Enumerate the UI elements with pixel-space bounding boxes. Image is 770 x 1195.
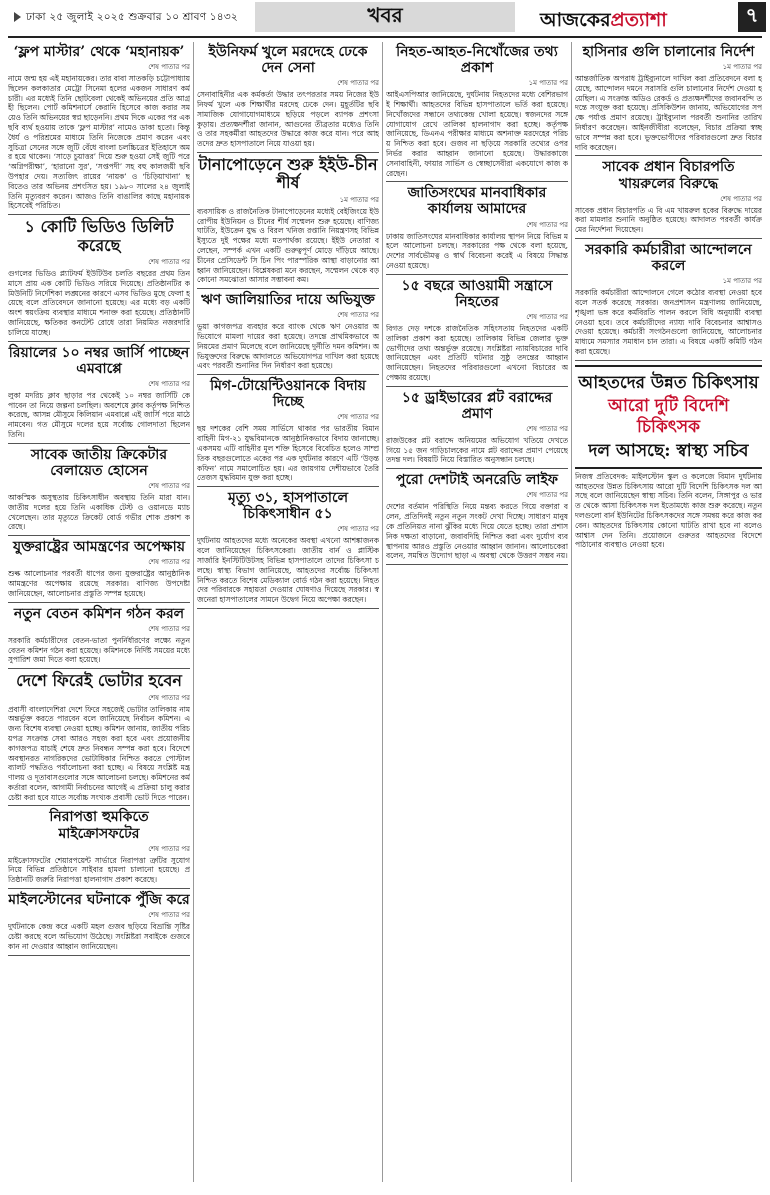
story-divider bbox=[8, 535, 190, 536]
boxed-headline-line: আহতদের উন্নত চিকিৎসায় bbox=[578, 372, 759, 393]
column-1 bbox=[8, 42, 190, 1182]
boxed-story-body: নিজস্ব প্রতিবেদক: মাইলস্টোন স্কুল ও কলেজে বিমান দুর্ঘটনায় আহতদের উন্নত চিকিৎসায় আরো দুটি বিদেশি চিকিৎসক দল আসছে বলে জানিয়েছেন স্বাস্থ্য সচিব। তিনি বলেন, সিঙ্গাপুর ও ভারত থেকে আসা চিকিৎসক দল ইতোমধ্যে কাজ শুরু করেছে। নতুন দলগুলো বার্ন ইউনিটের চিকিৎসকদের সঙ্গে সমন্বয় করে কাজ করবেন। আহতদের চিকিৎসায় কোনো ঘাটতি রাখা হবে না বলেও আশ্বাস দেন তিনি। প্রয়োজনে গুরুতর আহতদের বিদেশে পাঠানোর ব্যবস্থাও নেওয়া হবে। bbox=[575, 471, 762, 550]
continuation-note: শেষ পাতার পর bbox=[148, 379, 190, 388]
story-body: আন্তর্জাতিক অপরাধ ট্রাইব্যুনালে দাখিল করা প্রতিবেদনে বলা হয়েছে, আন্দোলন দমনে সরাসরি গুলি চালানোর নির্দেশ দেওয়া হয়েছিল। এ সংক্রান্ত অডিও রেকর্ড ও প্রত্যক্ষদর্শীদের জবানবন্দি তদন্তে সংযুক্ত করা হয়েছে। প্রসিকিউশন জানায়, অভিযোগের সপক্ষে পর্যাপ্ত প্রমাণ রয়েছে। ট্রাইব্যুনাল পরবর্তী শুনানির তারিখ নির্ধারণ করেছেন। আইনজীবীরা বলেছেন, বিচার প্রক্রিয়া স্বচ্ছভাবে সম্পন্ন করা হবে। ভুক্তভোগীদের পরিবারগুলো দ্রুত বিচার দাবি করেছেন। bbox=[575, 74, 762, 152]
continuation-note: শেষ পাতার পর bbox=[526, 424, 568, 433]
section-banner bbox=[255, 2, 515, 32]
story-headline: মৃত্যু ৩১, হাসপাতালে চিকিৎসাধীন ৫১ bbox=[228, 490, 348, 523]
story-headline: হাসিনার গুলি চালানোর নির্দেশ bbox=[582, 44, 755, 60]
story-divider bbox=[386, 181, 568, 182]
masthead bbox=[0, 0, 770, 36]
story-headline: নিহত-আহত-নিখোঁজের তথ্য প্রকাশ bbox=[396, 44, 558, 77]
story-headline: ‘ফ্লপ মাস্টার’ থেকে ‘মহানায়ক’ bbox=[13, 44, 185, 60]
story-body: বিগত দেড় দশকে রাজনৈতিক সহিংসতায় নিহতদের একটি তালিকা প্রকাশ করা হয়েছে। তালিকায় বিভিন্ন জেলার ভুক্তভোগীদের তথ্য অন্তর্ভুক্ত রয়েছে। সংশ্লিষ্টরা ন্যায়বিচারের দাবি জানিয়েছেন এবং প্রতিটি ঘটনার সুষ্ঠু তদন্তের আহ্বান জানিয়েছেন। নিহতদের পরিবারগুলো এখনো বিচারের অপেক্ষায় রয়েছে। bbox=[386, 323, 568, 382]
story-headline: ১৫ ড্রাইভারের প্লট বরাদ্দের প্রমাণ bbox=[401, 389, 553, 422]
date-text: ঢাকা ২৫ জুলাই ২০২৫ শুক্রবার ১০ শ্রাবণ ১৪৩২ bbox=[26, 11, 238, 23]
continuation-note: শেষ পাতার পর bbox=[526, 220, 568, 229]
story-body: নামে জন্ম হয় এই মহানায়কের। তার বাবা সাতকড়ি চট্টোপাধ্যায় ছিলেন কলকাতার মেট্রো সিনেমা হলের একজন সাধারণ কর্মচারী। এর মধ্যেই তিনি ছোটবেলা থেকেই অভিনয়ের প্রতি আগ্রহী ছিলেন। পোর্ট কমিশনার্সে কেরানি হিসেবে কাজ করার সময়েও তিনি অভিনয়ের স্বপ্ন ছাড়েননি। প্রথম দিকে একের পর এক ছবি ব্যর্থ হওয়ায় তাকে ‘ফ্লপ মাস্টার’ নামেও ডাকা হতো। কিন্তু ধৈর্য ও পরিশ্রমের মাধ্যমে তিনি নিজেকে প্রমাণ করেন এবং সুচিত্রা সেনের সঙ্গে জুটি বেঁধে বাংলা চলচ্চিত্রের ইতিহাসে অমর হয়ে থাকেন। ‘সাড়ে চুয়াত্তর’ দিয়ে শুরু হওয়া সেই জুটি পরে ‘অগ্নিপরীক্ষা’, ‘হারানো সুর’, ‘সপ্তপদী’ সহ বহু কালজয়ী ছবি উপহার দেয়। সত্যজিৎ রায়ের ‘নায়ক’ ও ‘চিড়িয়াখানা’ ছবিতেও তার অভিনয় প্রশংসিত হয়। ১৯৮০ সালের ২৪ জুলাই তিনি মৃত্যুবরণ করেন। আজও তিনি বাঙালির কাছে মহানায়ক হিসেবেই পরিচিত। bbox=[8, 74, 190, 211]
story-headline: মাইলস্টোনের ঘটনাকে পুঁজি করে bbox=[8, 892, 190, 909]
story-headline: রিয়ালের ১০ নম্বর জার্সি পাচ্ছেন এমবাপ্পে bbox=[8, 344, 190, 377]
story-divider bbox=[386, 274, 568, 275]
continuation-note: শেষ পাতার পর bbox=[148, 624, 190, 633]
continuation-note: শেষ পাতার পর bbox=[337, 413, 379, 422]
story-divider bbox=[8, 955, 190, 956]
column-divider bbox=[193, 42, 194, 1182]
story-headline: ১ কোটি ভিডিও ডিলিট করেছে bbox=[24, 217, 174, 255]
story-body: শুল্ক আলোচনার পরবর্তী ধাপের জন্য যুক্তরাষ্ট্রের আনুষ্ঠানিক আমন্ত্রণের অপেক্ষায় রয়েছে সরকার। বাণিজ্য উপদেষ্টা জানিয়েছেন, আলোচনার প্রস্তুতি সম্পন্ন হয়েছে। bbox=[8, 569, 190, 598]
story-body: প্রবাসী বাংলাদেশিরা দেশে ফিরে সহজেই ভোটার তালিকায় নাম অন্তর্ভুক্ত করতে পারবেন বলে জানিয়েছে নির্বাচন কমিশন। এ জন্য বিশেষ ব্যবস্থা নেওয়া হচ্ছে। কমিশন জানায়, জাতীয় পরিচয়পত্র সংক্রান্ত সেবা আরও সহজ করা হবে এবং প্রয়োজনীয় কাগজপত্র যাচাই শেষে দ্রুত নিবন্ধন সম্পন্ন করা হবে। বিদেশে অবস্থানরত নাগরিকদের ভোটাধিকার নিশ্চিত করতে পোস্টাল ব্যালট পদ্ধতিও পর্যালোচনা করা হচ্ছে। এ বিষয়ে সংশ্লিষ্ট মন্ত্রণালয় ও দূতাবাসগুলোর সঙ্গে আলোচনা চলছে। কমিশনের কর্মকর্তারা বলেন, আগামী নির্বাচনের আগেই এ প্রক্রিয়া চালু করার চেষ্টা করা হবে যাতে সর্বোচ্চ সংখ্যক প্রবাসী ভোট দিতে পারেন। bbox=[8, 704, 190, 802]
continuation-note: শেষ পাতার পর bbox=[720, 194, 762, 203]
logo-prefix: আজকের bbox=[540, 9, 611, 31]
continuation-note: শেষ পাতার পর bbox=[148, 911, 190, 920]
story-divider bbox=[8, 668, 190, 669]
story-body: সেনাবাহিনীর এক কর্মকর্তা উদ্ধার তৎপরতার সময় নিজের ইউনিফর্ম খুলে এক শিক্ষার্থীর মরদেহ ঢেকে দেন। মুহূর্তটির ছবি সামাজিক যোগাযোগমাধ্যমে ছড়িয়ে পড়লে ব্যাপক প্রশংসা কুড়ায়। প্রত্যক্ষদর্শীরা জানান, আগুনের তীব্রতার মধ্যেও তিনি ও তার সহকর্মীরা আহতদের উদ্ধারে কাজ করে যান। পরে আহতদের দ্রুত হাসপাতালে নিয়ে যাওয়া হয়। bbox=[197, 90, 379, 149]
logo-accent: প্রত্যাশা bbox=[610, 9, 667, 31]
story-body: দেশের বর্তমান পরিস্থিতি নিয়ে মন্তব্য করতে গিয়ে বক্তারা বলেন, প্রতিদিনই নতুন নতুন সংকট দেখা দিচ্ছে। সাধারণ মানুষকে প্রতিনিয়ত নানা ঝুঁকির মধ্যে দিয়ে যেতে হচ্ছে। তারা প্রশাসনিক দক্ষতা বাড়ানো, জবাবদিহি নিশ্চিত করা এবং দুর্যোগ ব্যবস্থাপনায় আরও প্রস্তুতি নেওয়ার আহ্বান জানান। আলোচকেরা বলেন, সমন্বিত উদ্যোগ ছাড়া এ অবস্থা থেকে উত্তরণ সম্ভব নয়। bbox=[386, 502, 568, 561]
continuation-note: ১ম পাতার পর bbox=[339, 195, 379, 204]
story-divider bbox=[197, 608, 379, 609]
continuation-note: শেষ পাতার পর bbox=[148, 844, 190, 853]
newspaper-logo bbox=[540, 6, 667, 38]
continuation-note: ১ম পাতার পর bbox=[722, 277, 762, 286]
story-body: রাজউকের প্লট বরাদ্দে অনিয়মের অভিযোগ খতিয়ে দেখতে গিয়ে ১৫ জন গাড়িচালকের নামে প্লট বরাদ্দের প্রমাণ পেয়েছে তদন্ত দল। বিষয়টি নিয়ে বিস্তারিত অনুসন্ধান চলছে। bbox=[386, 435, 568, 465]
boxed-headline bbox=[575, 365, 762, 469]
story-body: ঢাকায় জাতিসংঘের মানবাধিকার কার্যালয় স্থাপন নিয়ে বিভিন্ন মহলে আলোচনা চলছে। সরকারের পক্ষ থেকে বলা হয়েছে, দেশের সার্বভৌমত্ব ও স্বার্থ বিবেচনা করেই এ বিষয়ে সিদ্ধান্ত নেওয়া হয়েছে। bbox=[386, 231, 568, 270]
continuation-note: শেষ পাতার পর bbox=[148, 693, 190, 702]
story-body: দুর্ঘটনাকে কেন্দ্র করে একটি মহল গুজব ছড়িয়ে বিভ্রান্তি সৃষ্টির চেষ্টা করছে বলে অভিযোগ উঠেছে। সংশ্লিষ্টরা সবাইকে গুজবে কান না দেওয়ার আহ্বান জানিয়েছেন। bbox=[8, 922, 190, 951]
continuation-note: শেষ পাতার পর bbox=[337, 525, 379, 534]
page-number: ৭ bbox=[738, 2, 766, 32]
continuation-note: ১ম পাতার পর bbox=[528, 79, 568, 88]
story-body: সরকারি কর্মচারীদের বেতন-ভাতা পুনর্নির্ধারণের লক্ষ্যে নতুন বেতন কমিশন গঠন করা হয়েছে। কমিশনকে নির্দিষ্ট সময়ের মধ্যে সুপারিশ জমা দিতে বলা হয়েছে। bbox=[8, 635, 190, 665]
story-divider bbox=[197, 486, 379, 487]
story-headline: সাবেক জাতীয় ক্রিকেটার বেলায়েত হোসেন bbox=[30, 446, 168, 479]
story-body: গুগলের ভিডিও প্ল্যাটফর্ম ইউটিউব চলতি বছরের প্রথম তিন মাসে প্রায় এক কোটি ভিডিও সরিয়ে দিয়েছে। প্রতিষ্ঠানটির কমিউনিটি নির্দেশিকা লঙ্ঘনের কারণে এসব ভিডিও মুছে ফেলা হয়েছে বলে প্রতিবেদনে জানানো হয়েছে। এর মধ্যে বড় একটি অংশ স্বয়ংক্রিয় ব্যবস্থার মাধ্যমে শনাক্ত করা হয়েছে। প্রতিষ্ঠানটি জানিয়েছে, ক্ষতিকর কনটেন্ট রোধে তারা নিয়মিত নজরদারি চালিয়ে যাচ্ছে। bbox=[8, 269, 190, 337]
story-headline: নতুন বেতন কমিশন গঠন করল bbox=[13, 605, 185, 622]
boxed-headline-line: দল আসছে: স্বাস্থ্য সচিব bbox=[588, 440, 749, 461]
story-body: মাইক্রোসফটের শেয়ারপয়েন্ট সার্ভারে নিরাপত্তা ত্রুটির সুযোগ নিয়ে বিভিন্ন প্রতিষ্ঠানে সাইবার হামলা চালানো হয়েছে। প্রতিষ্ঠানটি জরুরি নিরাপত্তা হালনাগাদ প্রকাশ করেছে। bbox=[8, 855, 190, 885]
story-headline: সরকারি কর্মচারীরা আন্দোলনে করলে bbox=[585, 242, 752, 275]
story-body: সরকারি কর্মচারীরা আন্দোলনে গেলে কঠোর ব্যবস্থা নেওয়া হবে বলে সতর্ক করেছে সরকার। জনপ্রশাসন মন্ত্রণালয় জানিয়েছে, শৃঙ্খলা ভঙ্গ করে কর্মবিরতি পালন করলে বিধি অনুযায়ী ব্যবস্থা নেওয়া হবে। তবে কর্মচারীদের ন্যায্য দাবি বিবেচনার আশ্বাসও দেওয়া হয়েছে। কর্মচারী সংগঠনগুলো জানিয়েছে, আলোচনার মাধ্যমে সমস্যার সমাধান চান তারা। এ বিষয়ে একটি কমিটি গঠন করা হয়েছে। bbox=[575, 288, 762, 357]
story-divider bbox=[8, 443, 190, 444]
story-headline: জাতিসংঘের মানবাধিকার কার্যালয় আমাদের bbox=[407, 185, 547, 218]
continuation-note: শেষ পাতার পর bbox=[148, 63, 190, 72]
story-body: দুর্ঘটনায় আহতদের মধ্যে অনেকের অবস্থা এখনো আশঙ্কাজনক বলে জানিয়েছেন চিকিৎসকেরা। জাতীয় বার্ন ও প্লাস্টিক সার্জারি ইনস্টিটিউটসহ বিভিন্ন হাসপাতালে তাদের চিকিৎসা চলছে। স্বাস্থ্য বিভাগ জানিয়েছে, আহতদের সর্বোচ্চ চিকিৎসা নিশ্চিত করতে বিশেষ মেডিক্যাল বোর্ড গঠন করা হয়েছে। নিহতদের পরিবারকে সহায়তা দেওয়ার ঘোষণাও দিয়েছে সরকার। স্বজনেরা হাসপাতালের সামনে উদ্বেগ নিয়ে অপেক্ষা করছেন। bbox=[197, 536, 379, 605]
story-divider bbox=[197, 374, 379, 375]
column-3 bbox=[386, 42, 568, 1182]
story-headline: যুক্তরাষ্ট্রের আমন্ত্রণের অপেক্ষায় bbox=[13, 539, 185, 556]
story-headline: টানাপোড়েনে শুরু ইইউ-চীন শীর্ষ bbox=[198, 154, 378, 193]
story-divider bbox=[197, 288, 379, 289]
story-divider bbox=[8, 602, 190, 603]
story-divider bbox=[8, 888, 190, 889]
continuation-note: ১ম পাতার পর bbox=[722, 63, 762, 72]
story-divider bbox=[8, 341, 190, 342]
continuation-note: শেষ পাতার পর bbox=[337, 311, 379, 320]
continuation-note: শেষ পাতার পর bbox=[148, 258, 190, 267]
masthead-rule bbox=[8, 36, 762, 38]
story-body: ব্যবসায়িক ও রাজনৈতিক টানাপোড়েনের মধ্যেই বেইজিংয়ে ইউরোপীয় ইউনিয়ন ও চীনের শীর্ষ সম্মেলন শুরু হয়েছে। বাণিজ্য ঘাটতি, ইউক্রেন যুদ্ধ ও বিরল খনিজ রপ্তানি নিয়ন্ত্রণসহ বিভিন্ন ইস্যুতে দুই পক্ষের মধ্যে মতপার্থক্য রয়েছে। ইইউ নেতারা বলেছেন, সম্পর্ক এখন একটি গুরুত্বপূর্ণ মোড়ে দাঁড়িয়ে আছে। চীনের প্রেসিডেন্ট সি চিন পিং পারস্পরিক আস্থা বাড়ানোর আহ্বান জানিয়েছেন। বিশ্লেষকরা মনে করছেন, সম্মেলন থেকে বড় কোনো সমঝোতা আসার সম্ভাবনা কম। bbox=[197, 206, 379, 285]
story-divider bbox=[575, 360, 762, 361]
story-headline: পুরো দেশটাই অনরেডি লাইফ bbox=[396, 472, 558, 489]
column-4 bbox=[575, 42, 762, 1182]
continuation-note: শেষ পাতার পর bbox=[148, 481, 190, 490]
story-divider bbox=[386, 468, 568, 469]
continuation-note: শেষ পাতার পর bbox=[526, 312, 568, 321]
story-divider bbox=[575, 238, 762, 239]
column-divider bbox=[571, 42, 572, 1182]
story-divider bbox=[386, 386, 568, 387]
story-headline: ঋণ জালিয়াতির দায়ে অভিযুক্ত bbox=[201, 292, 375, 309]
story-headline: নিরাপত্তা হুমকিতে মাইক্রোসফটের bbox=[49, 809, 149, 842]
story-divider bbox=[8, 214, 190, 215]
story-body: আকস্মিক অসুস্থতায় চিকিৎসাধীন অবস্থায় তিনি মারা যান। জাতীয় দলের হয়ে তিনি একাধিক টেস্ট ও ওয়ানডে ম্যাচ খেলেছেন। তার মৃত্যুতে ক্রিকেট বোর্ড গভীর শোক প্রকাশ করেছে। bbox=[8, 492, 190, 532]
story-body: ছয় দশকের বেশি সময় সার্ভিসে থাকার পর ভারতীয় বিমানবাহিনী মিগ-২১ যুদ্ধবিমানকে আনুষ্ঠানিকভাবে বিদায় জানাচ্ছে। একসময় এটি বাহিনীর মূল শক্তি হিসেবে বিবেচিত হলেও সাম্প্রতিক বছরগুলোতে একের পর এক দুর্ঘটনার কারণে এটি ‘উড়ন্ত কফিন’ নামে সমালোচিত হয়। এর জায়গায় দেশীয়ভাবে তৈরি তেজস যুদ্ধবিমান যুক্ত করা হচ্ছে। bbox=[197, 424, 379, 483]
column-divider bbox=[382, 42, 383, 1182]
story-headline: মিগ-টোয়েন্টিওয়ানকে বিদায় দিচ্ছে bbox=[210, 378, 366, 411]
story-body: ভুয়া কাগজপত্র ব্যবহার করে ব্যাংক থেকে ঋণ নেওয়ার অভিযোগে মামলা দায়ের করা হয়েছে। তদন্তে প্রাথমিকভাবে অনিয়মের প্রমাণ মিলেছে বলে জানিয়েছে দুর্নীতি দমন কমিশন। অভিযুক্তদের বিরুদ্ধে আদালতে অভিযোগপত্র দাখিল করা হয়েছে এবং পরবর্তী শুনানির দিন নির্ধারণ করা হয়েছে। bbox=[197, 322, 379, 371]
story-headline: ১৫ বছরে আওয়ামী সন্ত্রাসে নিহতের bbox=[401, 277, 553, 310]
continuation-note: শেষ পাতার পর bbox=[526, 491, 568, 500]
story-divider bbox=[197, 152, 379, 153]
date-line bbox=[14, 10, 238, 27]
story-headline: দেশে ফিরেই ভোটার হবেন bbox=[16, 671, 182, 691]
arrow-icon bbox=[14, 12, 21, 22]
story-divider bbox=[8, 805, 190, 806]
story-body: লুকা মদরিচ ক্লাব ছাড়ার পর থেকেই ১০ নম্বর জার্সিটি কে পাবেন তা নিয়ে জল্পনা চলছিল। অবশেষে ক্লাব কর্তৃপক্ষ নিশ্চিত করেছে, আসন্ন মৌসুমে কিলিয়ান এমবাপ্পে এই জার্সি পরে মাঠে নামবেন। গত মৌসুমে দলের হয়ে সর্বোচ্চ গোলদাতা ছিলেন তিনি। bbox=[8, 390, 190, 439]
story-divider bbox=[386, 564, 568, 565]
boxed-headline-line: আরো দুটি বিদেশি চিকিৎসক bbox=[608, 396, 729, 438]
story-headline: সাবেক প্রধান বিচারপতি খায়রুলের বিরুদ্ধে bbox=[602, 159, 735, 192]
story-body: সাবেক প্রধান বিচারপতি এ বি এম খায়রুল হকের বিরুদ্ধে দায়ের করা মামলার শুনানি অনুষ্ঠিত হয়েছে। আদালত পরবর্তী কার্যক্রমের নির্দেশনা দিয়েছেন। bbox=[575, 205, 762, 235]
continuation-note: শেষ পাতার পর bbox=[148, 558, 190, 567]
section-title: খবর bbox=[367, 2, 403, 27]
story-divider bbox=[575, 155, 762, 156]
story-body: আইএসপিআর জানিয়েছে, দুর্ঘটনায় নিহতদের মধ্যে বেশিরভাগই শিক্ষার্থী। আহতদের বিভিন্ন হাসপাতালে ভর্তি করা হয়েছে। নিখোঁজদের সন্ধানে তথ্যকেন্দ্র খোলা হয়েছে। স্বজনদের সঙ্গে যোগাযোগ রেখে তালিকা হালনাগাদ করা হচ্ছে। কর্তৃপক্ষ জানিয়েছে, ডিএনএ পরীক্ষার মাধ্যমে অশনাক্ত মরদেহের পরিচয় নিশ্চিত করা হবে। গুজব না ছড়িয়ে সরকারি তথ্যের ওপর নির্ভর করার আহ্বান জানানো হয়েছে। উদ্ধারকাজে সেনাবাহিনী, ফায়ার সার্ভিস ও স্বেচ্ছাসেবীরা একযোগে কাজ করেছেন। bbox=[386, 90, 568, 178]
story-headline: ইউনিফর্ম খুলে মরদেহে ঢেকে দেন সেনা bbox=[208, 44, 368, 77]
continuation-note: শেষ পাতার পর bbox=[337, 79, 379, 88]
column-2 bbox=[197, 42, 379, 1182]
